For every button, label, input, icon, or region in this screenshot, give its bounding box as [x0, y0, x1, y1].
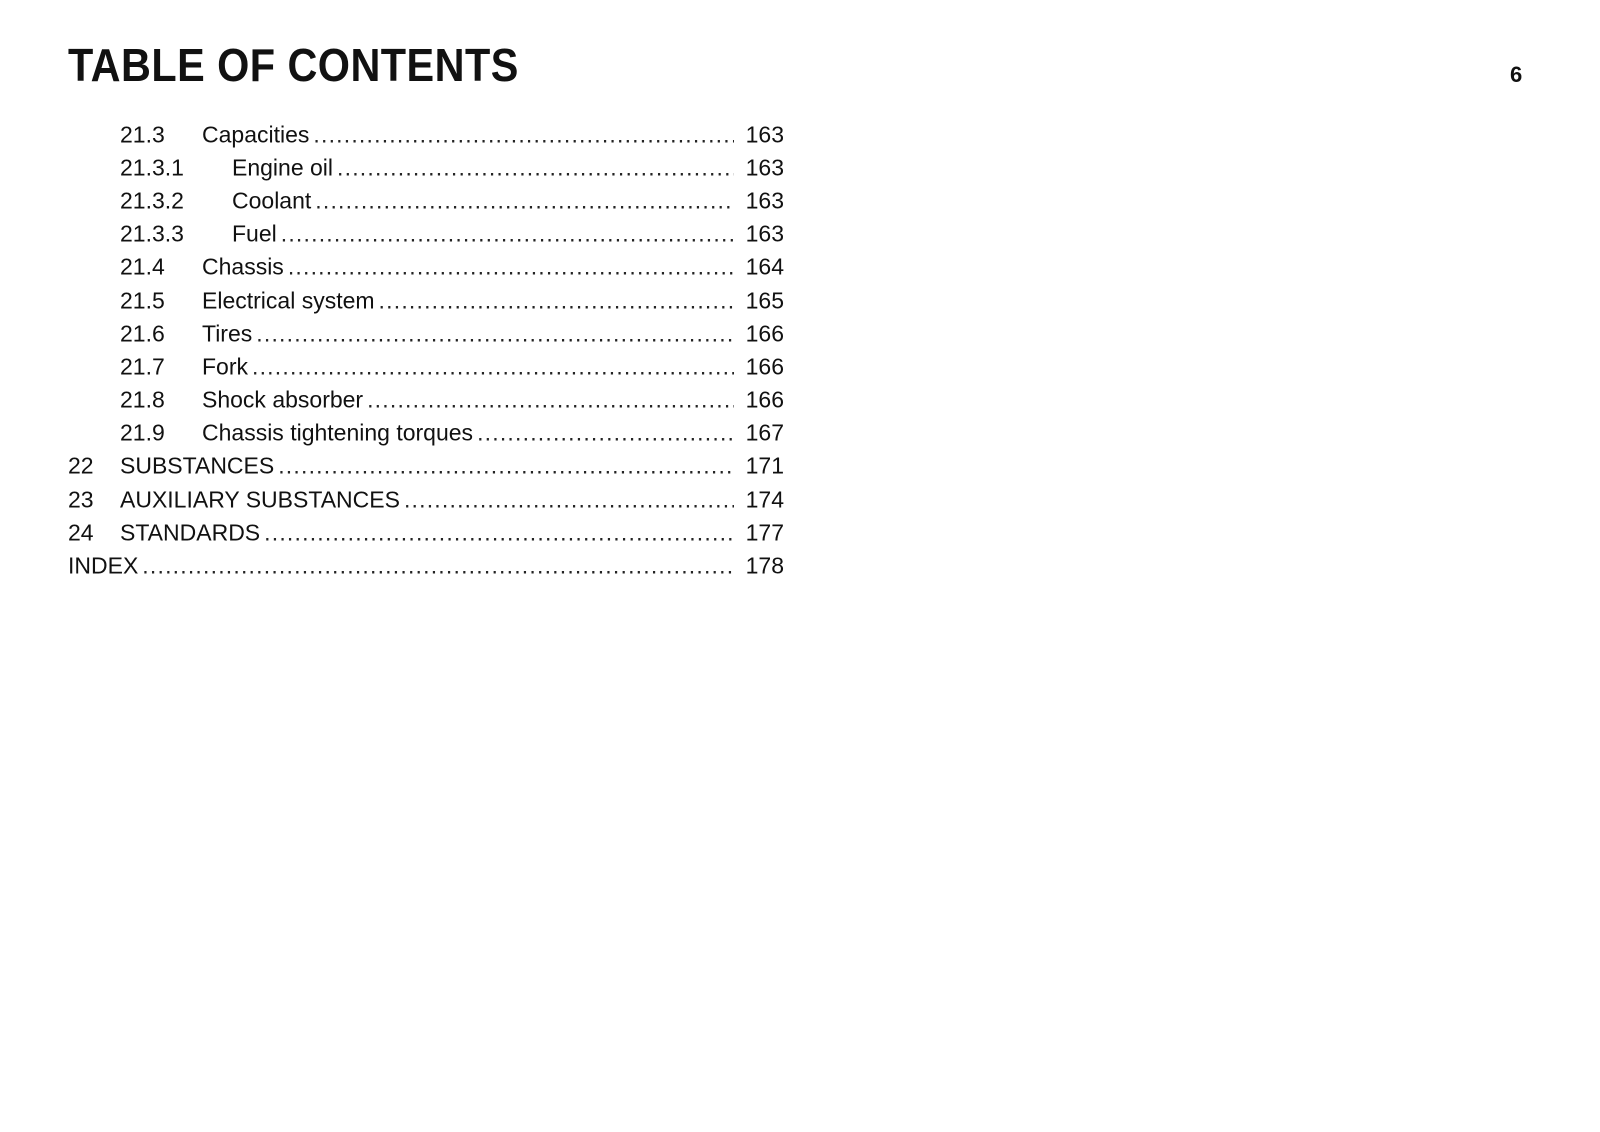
toc-entry[interactable]	[68, 516, 784, 549]
toc-entry-number: 24	[68, 519, 94, 546]
toc-entry[interactable]	[68, 317, 784, 350]
toc-entry[interactable]	[68, 450, 784, 483]
dot-leader	[313, 121, 734, 148]
toc-entry-title: Shock absorber	[202, 386, 364, 413]
toc-entry-number: 21.3	[120, 121, 165, 148]
toc-entry-title: Fuel	[232, 220, 277, 247]
toc-entry-page: 166	[745, 353, 784, 380]
toc-entry-page: 163	[745, 154, 784, 181]
toc-entry-title: Chassis	[202, 253, 284, 280]
toc-entry-title: AUXILIARY SUBSTANCES	[120, 486, 400, 513]
toc-entry-title: Electrical system	[202, 287, 375, 314]
toc-entry-page: 164	[745, 253, 784, 280]
toc-entry-title: Fork	[202, 353, 248, 380]
toc-entry[interactable]	[68, 417, 784, 450]
table-of-contents	[68, 118, 784, 583]
toc-entry-number: 21.5	[120, 287, 165, 314]
dot-leader	[252, 353, 734, 380]
toc-entry-page: 171	[745, 452, 784, 479]
toc-entry-title: INDEX	[68, 552, 139, 579]
toc-entry-page: 167	[745, 419, 784, 446]
toc-entry-page: 165	[745, 287, 784, 314]
toc-entry-page: 163	[745, 121, 784, 148]
toc-entry-page: 178	[745, 552, 784, 579]
toc-entry-number: 21.4	[120, 253, 165, 280]
toc-entry[interactable]	[68, 350, 784, 383]
toc-entry-number: 21.3.1	[120, 154, 184, 181]
dot-leader	[477, 420, 734, 447]
toc-entry[interactable]	[68, 251, 784, 284]
toc-entry-title: Coolant	[232, 187, 312, 214]
toc-entry[interactable]	[68, 549, 784, 582]
toc-entry-page: 177	[745, 519, 784, 546]
toc-entry[interactable]	[68, 118, 784, 151]
toc-entry-number: 21.7	[120, 353, 165, 380]
toc-entry-title: Capacities	[202, 121, 310, 148]
toc-entry-page: 174	[745, 486, 784, 513]
toc-entry-number: 21.3.2	[120, 187, 184, 214]
toc-entry-title: Tires	[202, 320, 253, 347]
page-title: TABLE OF CONTENTS	[68, 39, 519, 91]
toc-entry-number: 22	[68, 452, 94, 479]
toc-entry-title: STANDARDS	[120, 519, 261, 546]
toc-entry[interactable]	[68, 384, 784, 417]
toc-entry-title: SUBSTANCES	[120, 452, 275, 479]
toc-entry[interactable]	[68, 184, 784, 217]
toc-entry-number: 21.8	[120, 386, 165, 413]
toc-entry-number: 21.3.3	[120, 220, 184, 247]
dot-leader	[256, 320, 734, 347]
toc-entry-page: 166	[745, 386, 784, 413]
dot-leader	[379, 287, 734, 314]
dot-leader	[367, 387, 734, 414]
toc-entry-number: 21.6	[120, 320, 165, 347]
toc-entry[interactable]	[68, 483, 784, 516]
dot-leader	[288, 254, 734, 281]
toc-entry-title: Engine oil	[232, 154, 334, 181]
dot-leader	[281, 221, 734, 248]
toc-entry-page: 163	[745, 187, 784, 214]
toc-entry-title: Chassis tightening torques	[202, 419, 474, 446]
page-number: 6	[1510, 62, 1523, 87]
dot-leader	[404, 486, 734, 513]
dot-leader	[278, 453, 734, 480]
toc-entry[interactable]	[68, 284, 784, 317]
dot-leader	[315, 187, 734, 214]
toc-entry-number: 21.9	[120, 419, 165, 446]
dot-leader	[142, 553, 734, 580]
dot-leader	[264, 519, 734, 546]
toc-entry-page: 163	[745, 220, 784, 247]
dot-leader	[337, 154, 734, 181]
toc-entry-page: 166	[745, 320, 784, 347]
toc-entry[interactable]	[68, 151, 784, 184]
toc-entry[interactable]	[68, 218, 784, 251]
toc-entry-number: 23	[68, 486, 94, 513]
